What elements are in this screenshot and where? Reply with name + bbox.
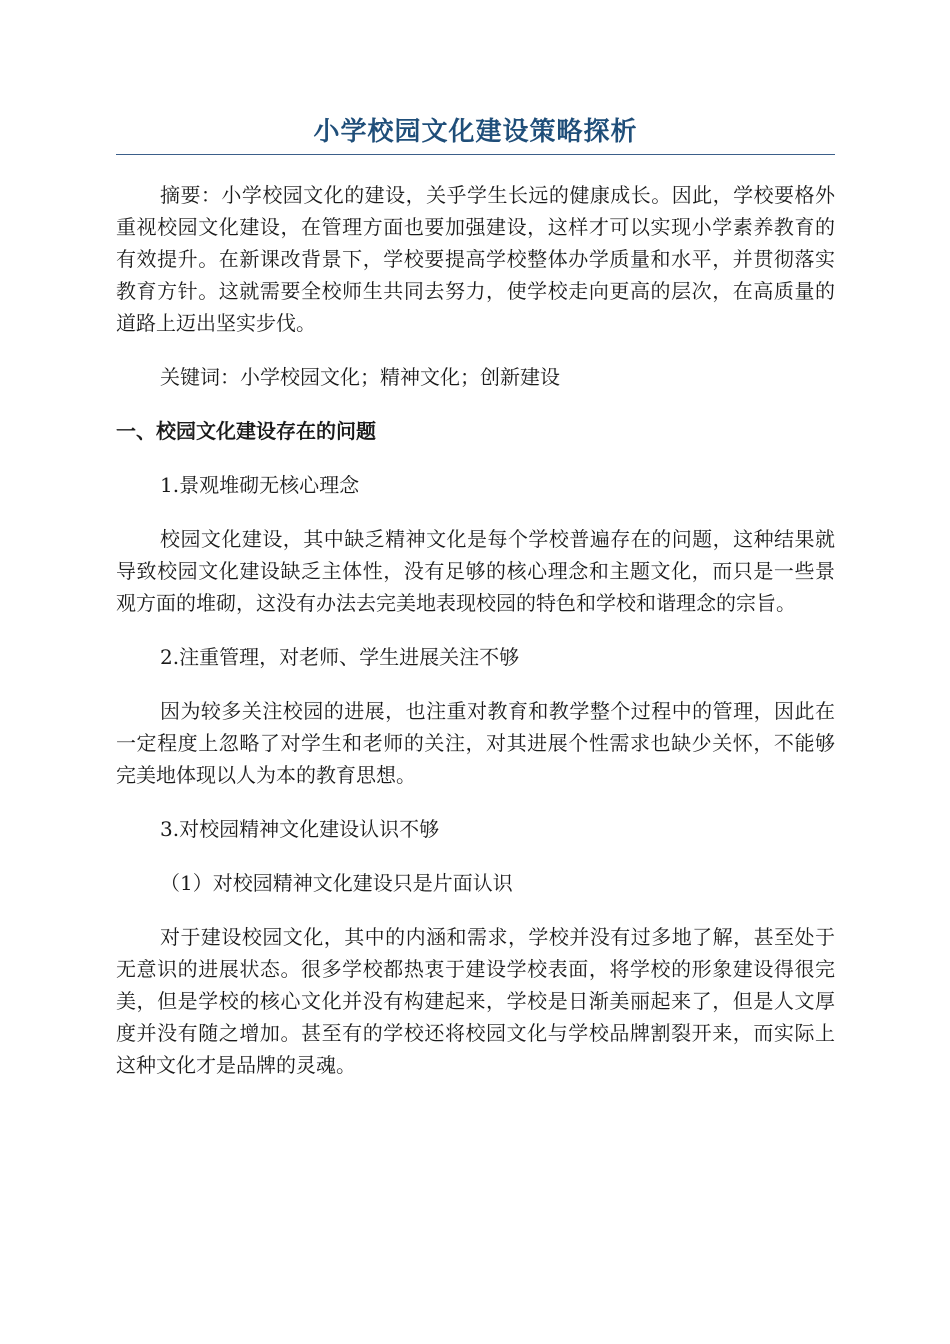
section-heading-1: 一、校园文化建设存在的问题 xyxy=(116,419,376,443)
abstract-paragraph: 摘要：小学校园文化的建设，关乎学生长远的健康成长。因此，学校要格外重视校园文化建设，在管理方面也要加强建设，这样才可以实现小学素养教育的有效提升。在新课改背景下，学校要提高学校整体办学质量和水平，并贯彻落实教育方针。这就需要全校师生共同去努力，使学校走向更高的层次，在高质量的道路上迈出坚实步伐。 xyxy=(116,183,835,335)
subsection-body-1: 校园文化建设，其中缺乏精神文化是每个学校普遍存在的问题，这种结果就导致校园文化建设缺乏主体性，没有足够的核心理念和主题文化，而只是一些景观方面的堆砌，这没有办法去完美地表现校园的特色和学校和谐理念的宗旨。 xyxy=(116,527,835,615)
keywords-line: 关键词：小学校园文化；精神文化；创新建设 xyxy=(160,365,560,389)
subsection-heading-3: 3.对校园精神文化建设认识不够 xyxy=(160,817,440,841)
subsection-body-2: 因为较多关注校园的进展，也注重对教育和教学整个过程中的管理，因此在一定程度上忽略了对学生和老师的关注，对其进展个性需求也缺少关怀，不能够完美地体现以人为本的教育思想。 xyxy=(116,699,835,787)
subsection-body-3-1: 对于建设校园文化，其中的内涵和需求，学校并没有过多地了解，甚至处于无意识的进展状态。很多学校都热衷于建设学校表面，将学校的形象建设得很完美，但是学校的核心文化并没有构建起来，学校是日渐美丽起来了，但是人文厚度并没有随之增加。甚至有的学校还将校园文化与学校品牌割裂开来，而实际上这种文化才是品牌的灵魂。 xyxy=(116,925,835,1077)
subsection-heading-3-1: （1）对校园精神文化建设只是片面认识 xyxy=(160,871,513,895)
subsection-heading-2: 2.注重管理，对老师、学生进展关注不够 xyxy=(160,645,520,669)
subsection-heading-1: 1.景观堆砌无核心理念 xyxy=(160,473,360,497)
document-page xyxy=(116,112,835,1081)
document-title: 小学校园文化建设策略探析 xyxy=(116,112,835,155)
